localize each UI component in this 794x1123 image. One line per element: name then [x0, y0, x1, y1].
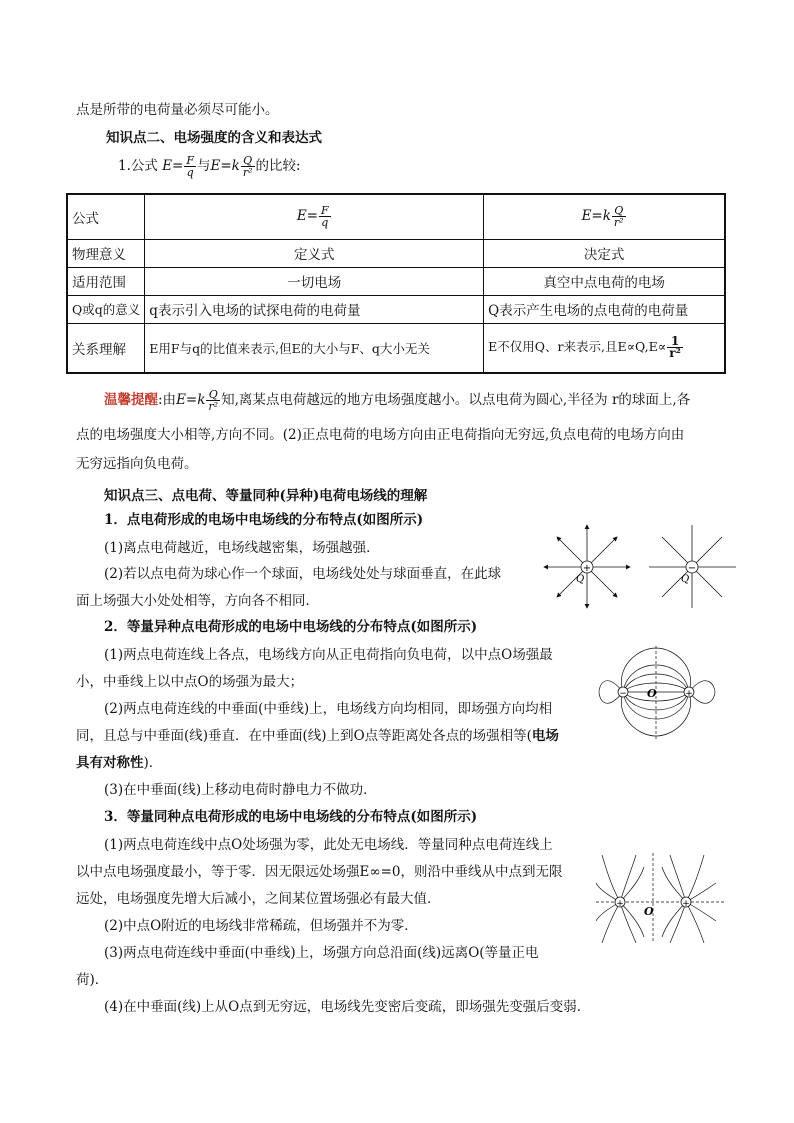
formula-intro-prefix: 1.公式	[118, 158, 158, 174]
row-label: 关系理解	[67, 323, 145, 373]
frac-den: r²	[242, 166, 253, 179]
tip-text-a: :由	[158, 392, 177, 408]
part2-p2b-bold: 电场	[531, 728, 559, 744]
def-formula-cell	[145, 194, 484, 239]
fraction-F-over-q	[319, 205, 331, 228]
tip-label: 温馨提醒	[104, 392, 158, 408]
symbol-k: k	[231, 158, 240, 174]
section2-heading: 知识点二、电场强度的含义和表达式	[106, 130, 322, 146]
row-label: 适用范围	[67, 267, 145, 295]
part3-p1c: 远处，电场强度先增大后减小，之间某位置场强必有最大值．	[76, 891, 441, 907]
origin-label: O	[644, 905, 654, 918]
part2-p2c-line	[76, 751, 162, 771]
frac-den: q	[321, 216, 329, 230]
point-cell-text: E不仅用Q、r来表示,且E∝Q,E∝	[488, 339, 667, 355]
row-label: 物理意义	[67, 239, 145, 267]
symbol-eq: =	[220, 158, 232, 174]
part3-p1a: (1)两点电荷连线中点O处场强为零，此处无电场线．等量同种点电荷连线上	[104, 837, 553, 853]
table-row	[67, 239, 725, 267]
point-cell: 决定式	[484, 239, 725, 267]
part2-p2c: )．	[143, 755, 163, 771]
symbol-eq: =	[185, 392, 198, 408]
table-row	[67, 267, 725, 295]
q-label: Q	[576, 574, 585, 585]
fraction-1-over-r2	[667, 336, 683, 359]
symbol-k: k	[602, 208, 611, 225]
frac-num: F	[320, 204, 329, 218]
part2-p2b-line	[76, 724, 559, 744]
frac-num: Q	[612, 205, 626, 217]
point-formula-cell	[484, 194, 725, 239]
part3-p1b: 以中点电场强度最小，等于零．因无限远处场强E∞=0，则沿中垂线从中点到无限	[76, 864, 563, 880]
dipole-figure	[595, 646, 720, 740]
point-cell	[484, 323, 725, 373]
tip-line-1	[104, 384, 690, 416]
symbol-E: E	[162, 158, 173, 174]
def-cell: q表示引入电场的试探电荷的电荷量	[145, 295, 484, 323]
frac-den: q	[186, 166, 194, 179]
part2-p2b: 同，且总与中垂面(线)垂直．在中垂面(线)上到O点等距离处各点的场强相等(	[76, 728, 532, 744]
origin-label: O	[647, 687, 657, 700]
symbol-eq: =	[306, 208, 318, 225]
part2-p2c-bold: 具有对称性	[76, 755, 144, 771]
part1-p1: (1)离点电荷越近，电场线越密集，场强越强．	[104, 540, 380, 556]
frac-den: r²	[613, 216, 624, 230]
row-label: Q或q的意义	[67, 295, 145, 323]
fraction-Q-over-r2	[206, 389, 220, 412]
tip-line-2: 点的电场强度大小相等,方向不同。(2)正点电荷的电场方向由正电荷指向无穷远,负点电荷的电场方向由	[76, 427, 685, 443]
tip-line-3: 无穷远指向负电荷。	[76, 456, 198, 472]
part2-p3: (3)在中垂面(线)上移动电荷时静电力不做功．	[104, 782, 377, 798]
dipole-field-lines	[599, 646, 715, 740]
table-row	[67, 295, 725, 323]
symbol-eq: =	[591, 208, 603, 225]
symbol-E: E	[176, 392, 186, 408]
formula-intro-suffix: 的比较:	[255, 158, 301, 174]
fraction-F-over-q	[184, 155, 196, 178]
positive-sign: +	[582, 563, 592, 574]
frac-den: r²	[669, 346, 681, 361]
fraction-Q-over-r2	[241, 155, 255, 178]
table-row	[67, 194, 725, 239]
row-label: 公式	[67, 194, 145, 239]
table-row	[67, 323, 725, 373]
part3-p2: (2)中点O附近的电场线非常稀疏，但场强并不为零．	[104, 918, 418, 934]
part3-p4: (4)在中垂面(线)上从O点到无穷远，电场线先变密后变疏，即场强先变强后变弱．	[104, 999, 591, 1015]
point-cell: 真空中点电荷的电场	[484, 267, 725, 295]
part1-p2a: (2)若以点电荷为球心作一个球面，电场线处处与球面垂直，在此球	[104, 566, 502, 582]
intro-line: 点是所带的电荷量必须尽可能小。	[76, 102, 279, 118]
frac-num: F	[186, 154, 194, 167]
comparison-table	[66, 193, 726, 374]
point-cell: Q表示产生电场的点电荷的电荷量	[484, 295, 725, 323]
formula-intro	[118, 150, 301, 182]
symbol-E: E	[210, 158, 221, 174]
part1-p2b: 面上场强大小处处相等，方向各不相同．	[76, 593, 319, 609]
tip-text-b: 知,离某点电荷越远的地方电场强度越小。以点电荷为圆心,半径为 r的球面上,各	[221, 392, 691, 408]
symbol-E: E	[581, 208, 592, 225]
positive-sign: +	[616, 899, 624, 909]
q-label: Q	[681, 574, 690, 585]
def-cell: E用F与q的比值来表示,但E的大小与F、q大小无关	[145, 323, 484, 373]
part3-title: 3．等量同种点电荷形成的电场中电场线的分布特点(如图所示)	[104, 809, 478, 825]
part3-p3a: (3)两点电荷连线中垂面(中垂线)上，场强方向总沿面(线)远离O(等量正电	[104, 945, 539, 961]
def-cell: 一切电场	[145, 267, 484, 295]
part2-p1b: 小，中垂线上以中点O的场强为最大；	[76, 674, 304, 690]
formula-intro-mid: 与	[197, 158, 211, 174]
part2-title: 2．等量异种点电荷形成的电场中电场线的分布特点(如图所示)	[104, 619, 478, 635]
frac-num: Q	[206, 389, 220, 401]
section3-heading: 知识点三、点电荷、等量同种(异种)电荷电场线的理解	[104, 488, 428, 504]
fraction-Q-over-r2	[612, 205, 626, 228]
def-cell: 定义式	[145, 239, 484, 267]
symbol-E: E	[296, 208, 307, 225]
like-charges-field-lines	[596, 853, 724, 943]
frac-den: r²	[208, 400, 219, 413]
positive-sign: +	[682, 899, 690, 909]
positive-sign: +	[685, 689, 693, 699]
frac-num: 1	[667, 336, 683, 348]
part3-p3b: 荷)．	[76, 972, 109, 988]
symbol-eq: =	[172, 158, 184, 174]
frac-num: Q	[241, 155, 255, 167]
point-charge-figure	[540, 520, 745, 610]
like-charges-figure	[596, 853, 724, 943]
negative-sign: −	[619, 689, 627, 699]
symbol-k: k	[197, 392, 206, 408]
part2-p1a: (1)两点电荷连线上各点，电场线方向从正电荷指向负电荷，以中点O场强最	[104, 647, 553, 663]
negative-sign: −	[687, 563, 697, 574]
part1-title: 1．点电荷形成的电场中电场线的分布特点(如图所示)	[104, 512, 424, 528]
part2-p2a: (2)两点电荷连线的中垂面(中垂线)上，电场线方向均相同，即场强方向均相	[104, 701, 553, 717]
